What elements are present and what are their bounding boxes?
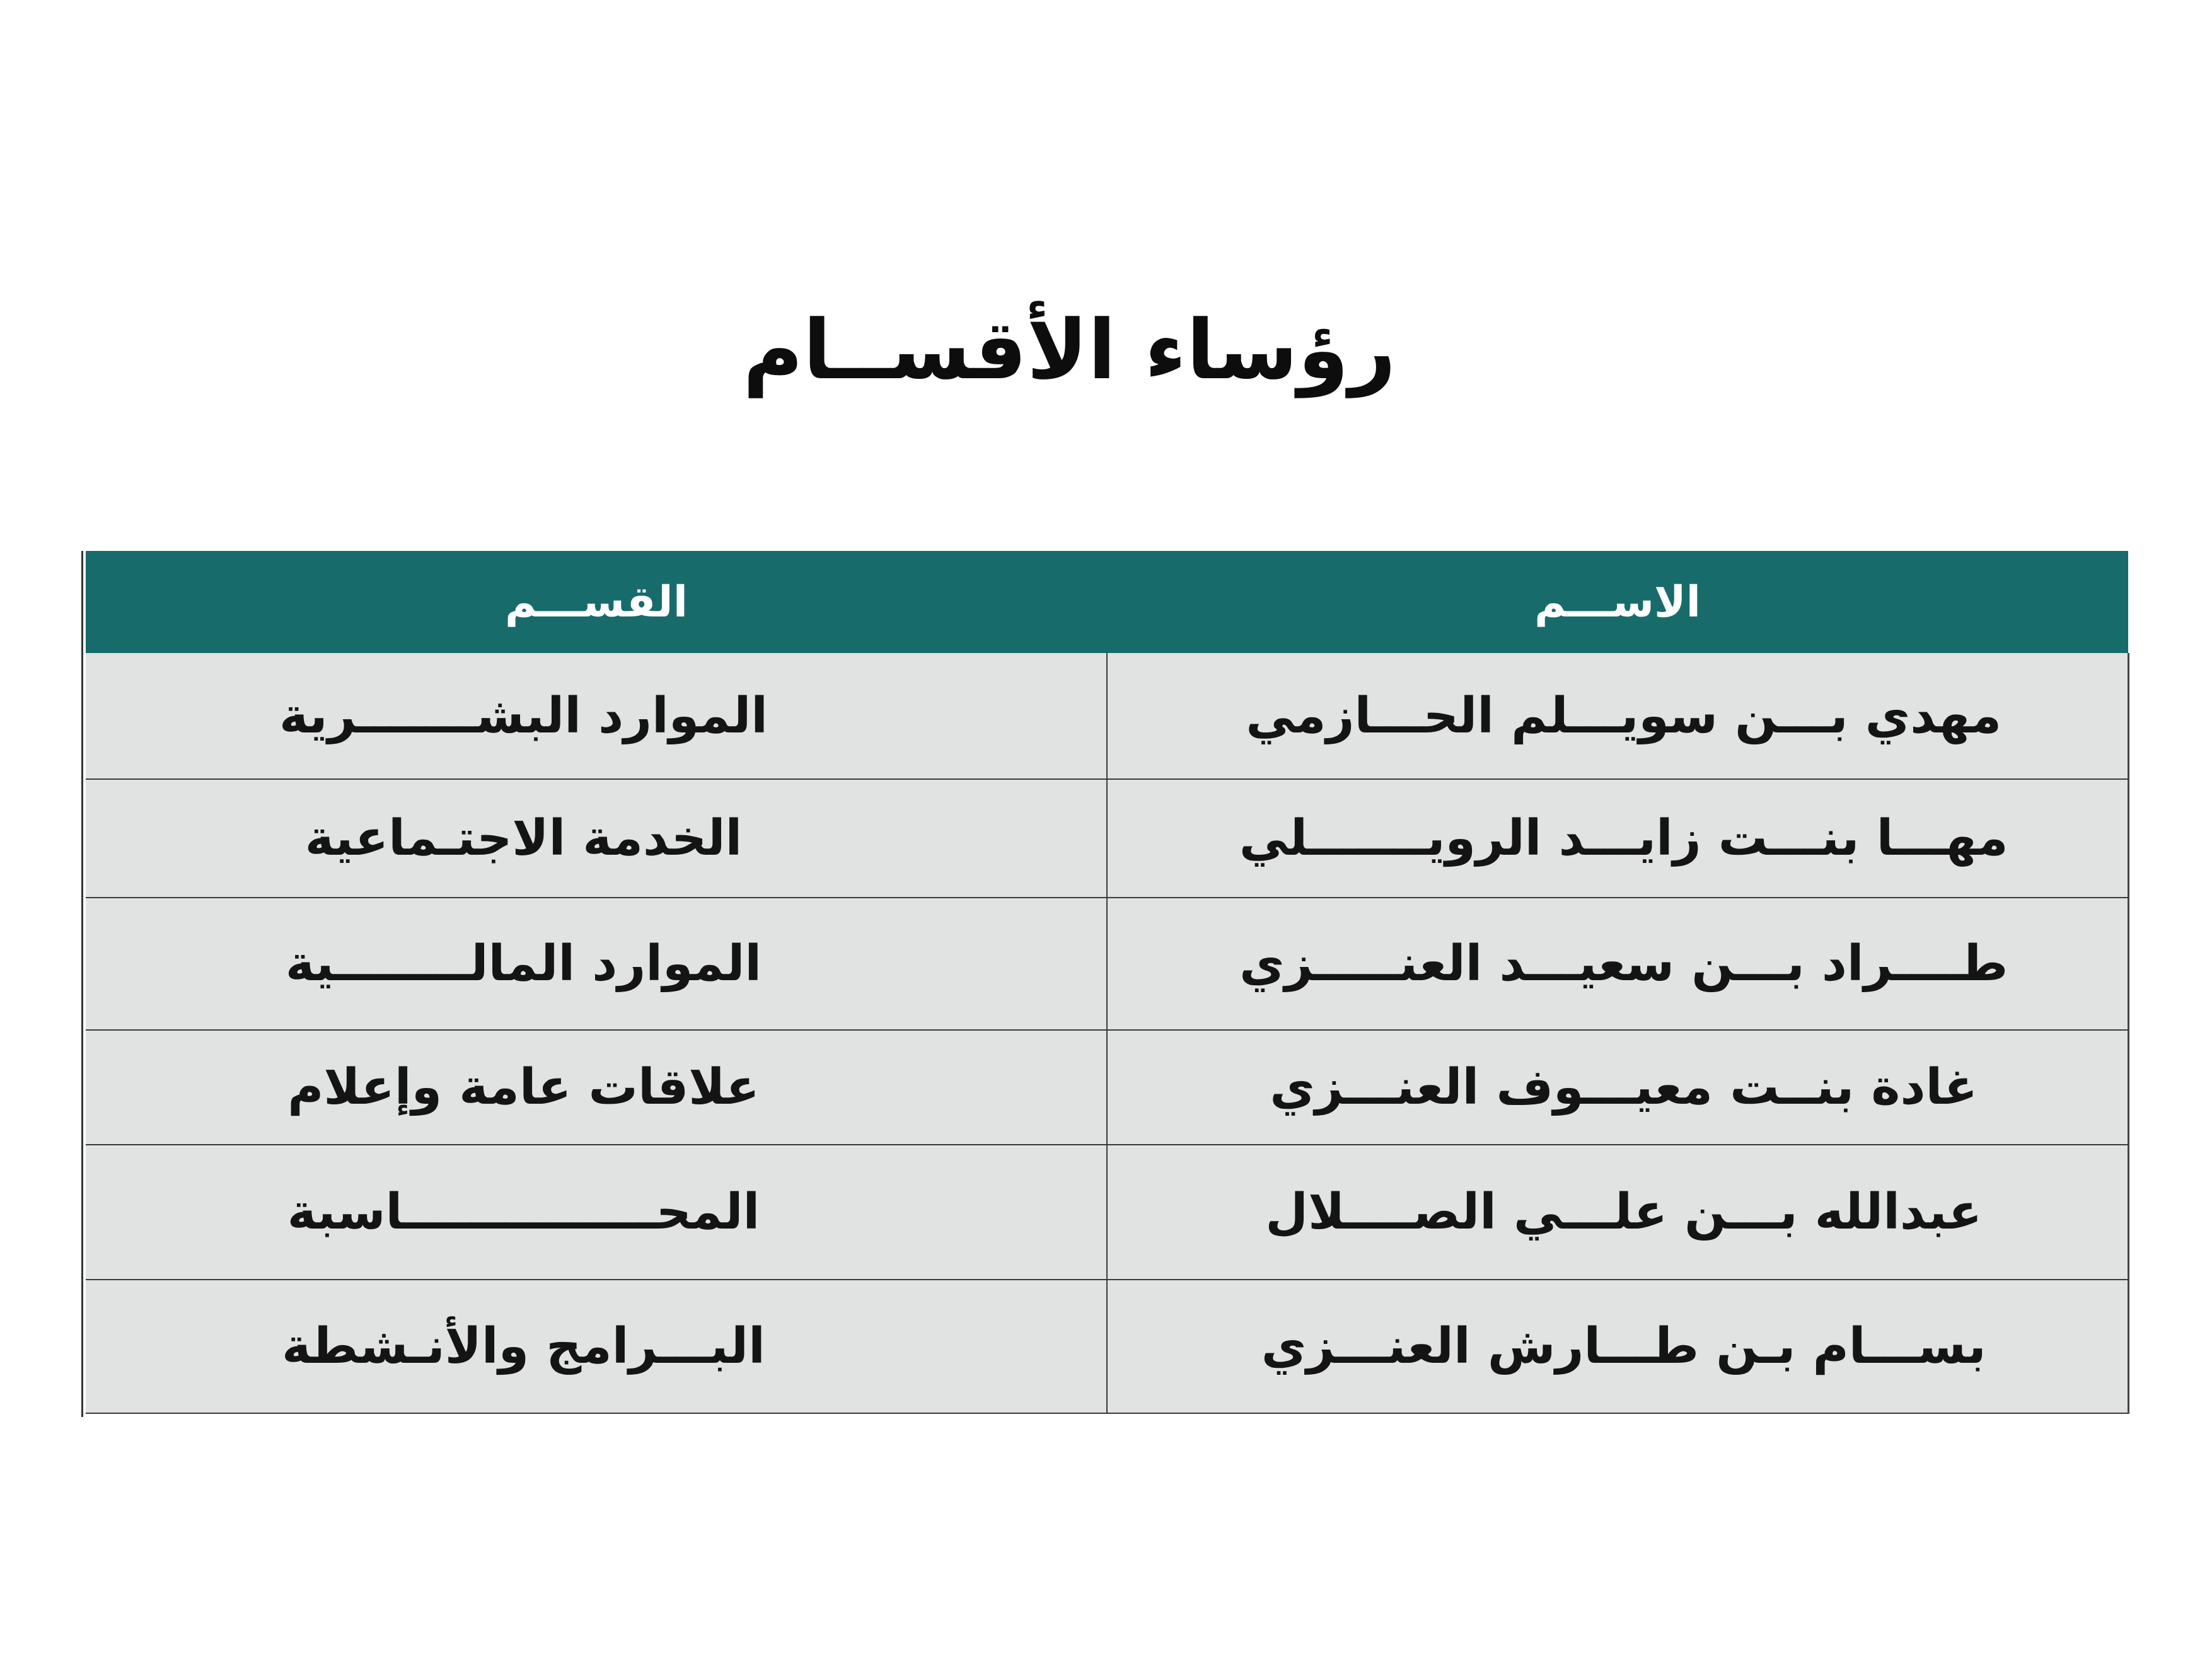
name-cell: [1107, 779, 2128, 898]
name-text: بســـام بـن طـــارش العنـــزي: [1261, 1318, 1986, 1375]
department-cell: [86, 1030, 1107, 1145]
header-name: الاســـم: [1107, 551, 2128, 653]
department-cell: [86, 898, 1107, 1030]
department-heads-table: [86, 551, 2129, 1414]
table-row: [86, 1030, 2128, 1145]
department-cell: [86, 1145, 1107, 1280]
department-cell: [86, 779, 1107, 898]
name-text: مهـــا بنـــت زايـــد الرويـــــــلي: [1239, 810, 2008, 867]
table-row: [86, 653, 2128, 779]
name-cell: [1107, 898, 2128, 1030]
department-text: المحـــــــــــــــاسبة: [287, 1184, 760, 1241]
department-heads-table-container: [86, 551, 2128, 1420]
name-cell: [1107, 1280, 2128, 1413]
table-row: [86, 1280, 2128, 1413]
department-cell: [86, 653, 1107, 779]
table-row: [86, 1145, 2128, 1280]
department-text: الخدمة الاجتـماعية: [304, 810, 743, 867]
department-cell: [86, 1280, 1107, 1413]
name-cell: [1107, 653, 2128, 779]
page-title: رؤساء الأقســام: [743, 302, 1396, 398]
name-text: عبدالله بـــن علـــي الصــــلال: [1265, 1184, 1983, 1241]
table-header-row: [86, 551, 2128, 653]
name-text: مهدي بـــن سويـــلم الحـــازمي: [1246, 687, 2002, 744]
name-text: طــــراد بـــن سعيـــد العنـــــزي: [1239, 935, 2008, 992]
department-text: الموارد البشـــــــرية: [279, 687, 768, 744]
table-left-rule: [81, 551, 83, 1417]
department-text: البـــرامج والأنـشطة: [282, 1318, 765, 1375]
department-text: الموارد المالــــــــية: [285, 935, 762, 992]
name-text: غادة بنــت معيـــوف العنـــزي: [1270, 1059, 1978, 1116]
table-row: [86, 779, 2128, 898]
header-department: القســـم: [86, 551, 1107, 653]
table-row: [86, 898, 2128, 1030]
name-cell: [1107, 1030, 2128, 1145]
name-cell: [1107, 1145, 2128, 1280]
department-text: علاقات عامة وإعلام: [287, 1059, 760, 1116]
